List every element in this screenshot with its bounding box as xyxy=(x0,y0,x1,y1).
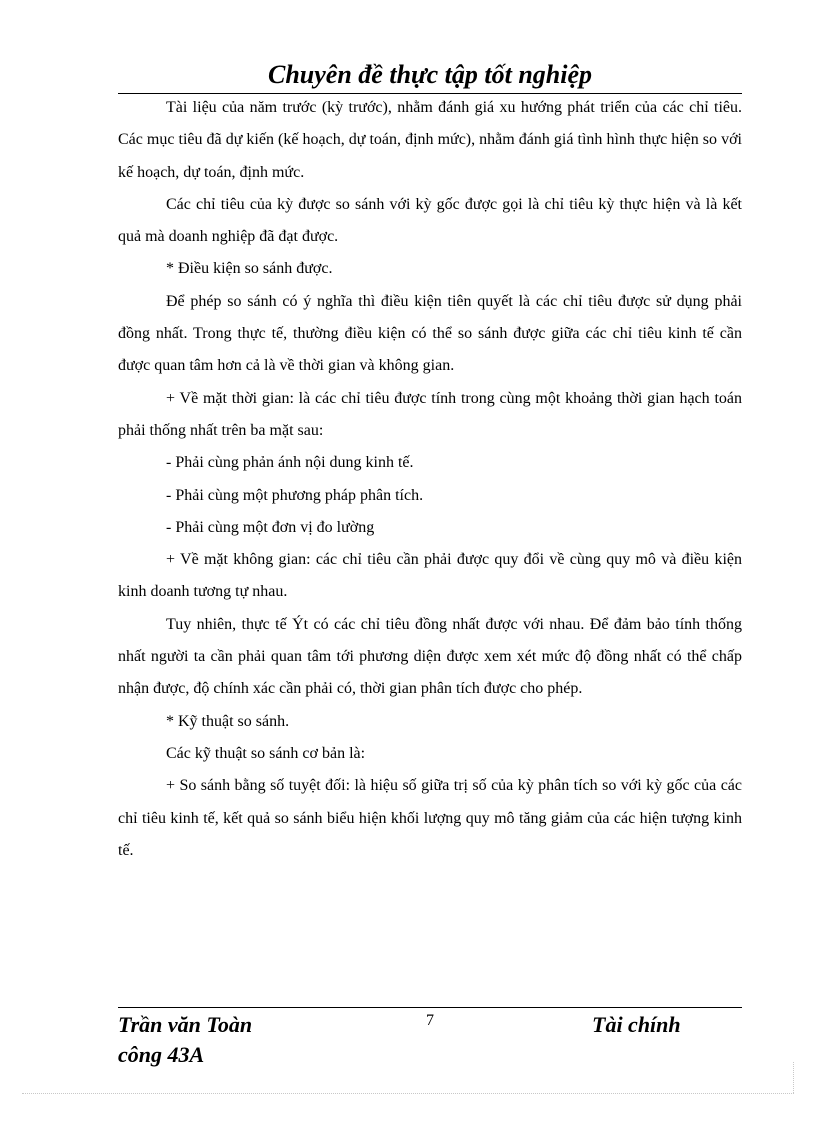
list-item: - Phải cùng một phương pháp phân tích. xyxy=(166,486,424,504)
footer-department: Tài chính xyxy=(592,1012,681,1037)
footer-author-class: công 43A xyxy=(118,1042,205,1067)
page-boundary-bottom xyxy=(22,1093,794,1094)
page-boundary-right xyxy=(793,1062,794,1093)
footer-divider xyxy=(118,1007,742,1008)
list-item: - Phải cùng phản ánh nội dung kinh tế. xyxy=(166,454,414,472)
paragraph: Các chỉ tiêu của kỳ được so sánh với kỳ gốc được gọi là chỉ tiêu kỳ thực hiện và là kết quả mà doanh nghiệp đã đạt được. xyxy=(118,195,742,246)
page-number: 7 xyxy=(426,1012,434,1029)
section-heading: * Điều kiện so sánh được. xyxy=(166,260,333,278)
paragraph: Tuy nhiên, thực tế Ýt có các chỉ tiêu đồng nhất được với nhau. Để đảm bảo tính thống nhất người ta cần phải quan tâm tới phương diện được xem xét mức độ đồng nhất có thể chấp nhận được, độ chính xác cần phải có, thời gian phân tích được cho phép. xyxy=(118,615,742,698)
section-heading: * Kỹ thuật so sánh. xyxy=(166,712,290,730)
paragraph: Tài liệu của năm trước (kỳ trước), nhằm đánh giá xu hướng phát triển của các chỉ tiêu. Các mục tiêu đã dự kiến (kế hoạch, dự toán, định mức), nhằm đánh giá tình hình thực hiện so với kế hoạch, dự toán, định mức. xyxy=(118,99,742,181)
list-item: - Phải cùng một đơn vị đo lường xyxy=(166,518,375,536)
footer-author xyxy=(118,1010,252,1070)
paragraph: + Về mặt không gian: các chỉ tiêu cần phải được quy đổi về cùng quy mô và điều kiện kinh doanh tương tự nhau. xyxy=(118,551,742,601)
paragraph: + Về mặt thời gian: là các chỉ tiêu được tính trong cùng một khoảng thời gian hạch toán phải thống nhất trên ba mặt sau: xyxy=(118,389,742,439)
footer-author-name: Trần văn Toàn xyxy=(118,1012,253,1037)
paragraph: Các kỹ thuật so sánh cơ bản là: xyxy=(166,744,366,762)
paragraph: Để phép so sánh có ý nghĩa thì điều kiện tiên quyết là các chỉ tiêu được sử dụng phải đồng nhất. Trong thực tế, thường điều kiện có thể so sánh được giữa các chỉ tiêu kinh tế cần được quan tâm hơn cả là về thời gian và không gian. xyxy=(118,292,742,375)
page-header-title: Chuyên đề thực tập tốt nghiệp xyxy=(268,60,592,89)
paragraph: + So sánh bằng số tuyệt đối: là hiệu số giữa trị số của kỳ phân tích so với kỳ gốc của các chỉ tiêu kinh tế, kết quả so sánh biểu hiện khối lượng quy mô tăng giảm của các hiện tượng kinh tế. xyxy=(118,777,742,859)
document-body xyxy=(118,92,742,867)
